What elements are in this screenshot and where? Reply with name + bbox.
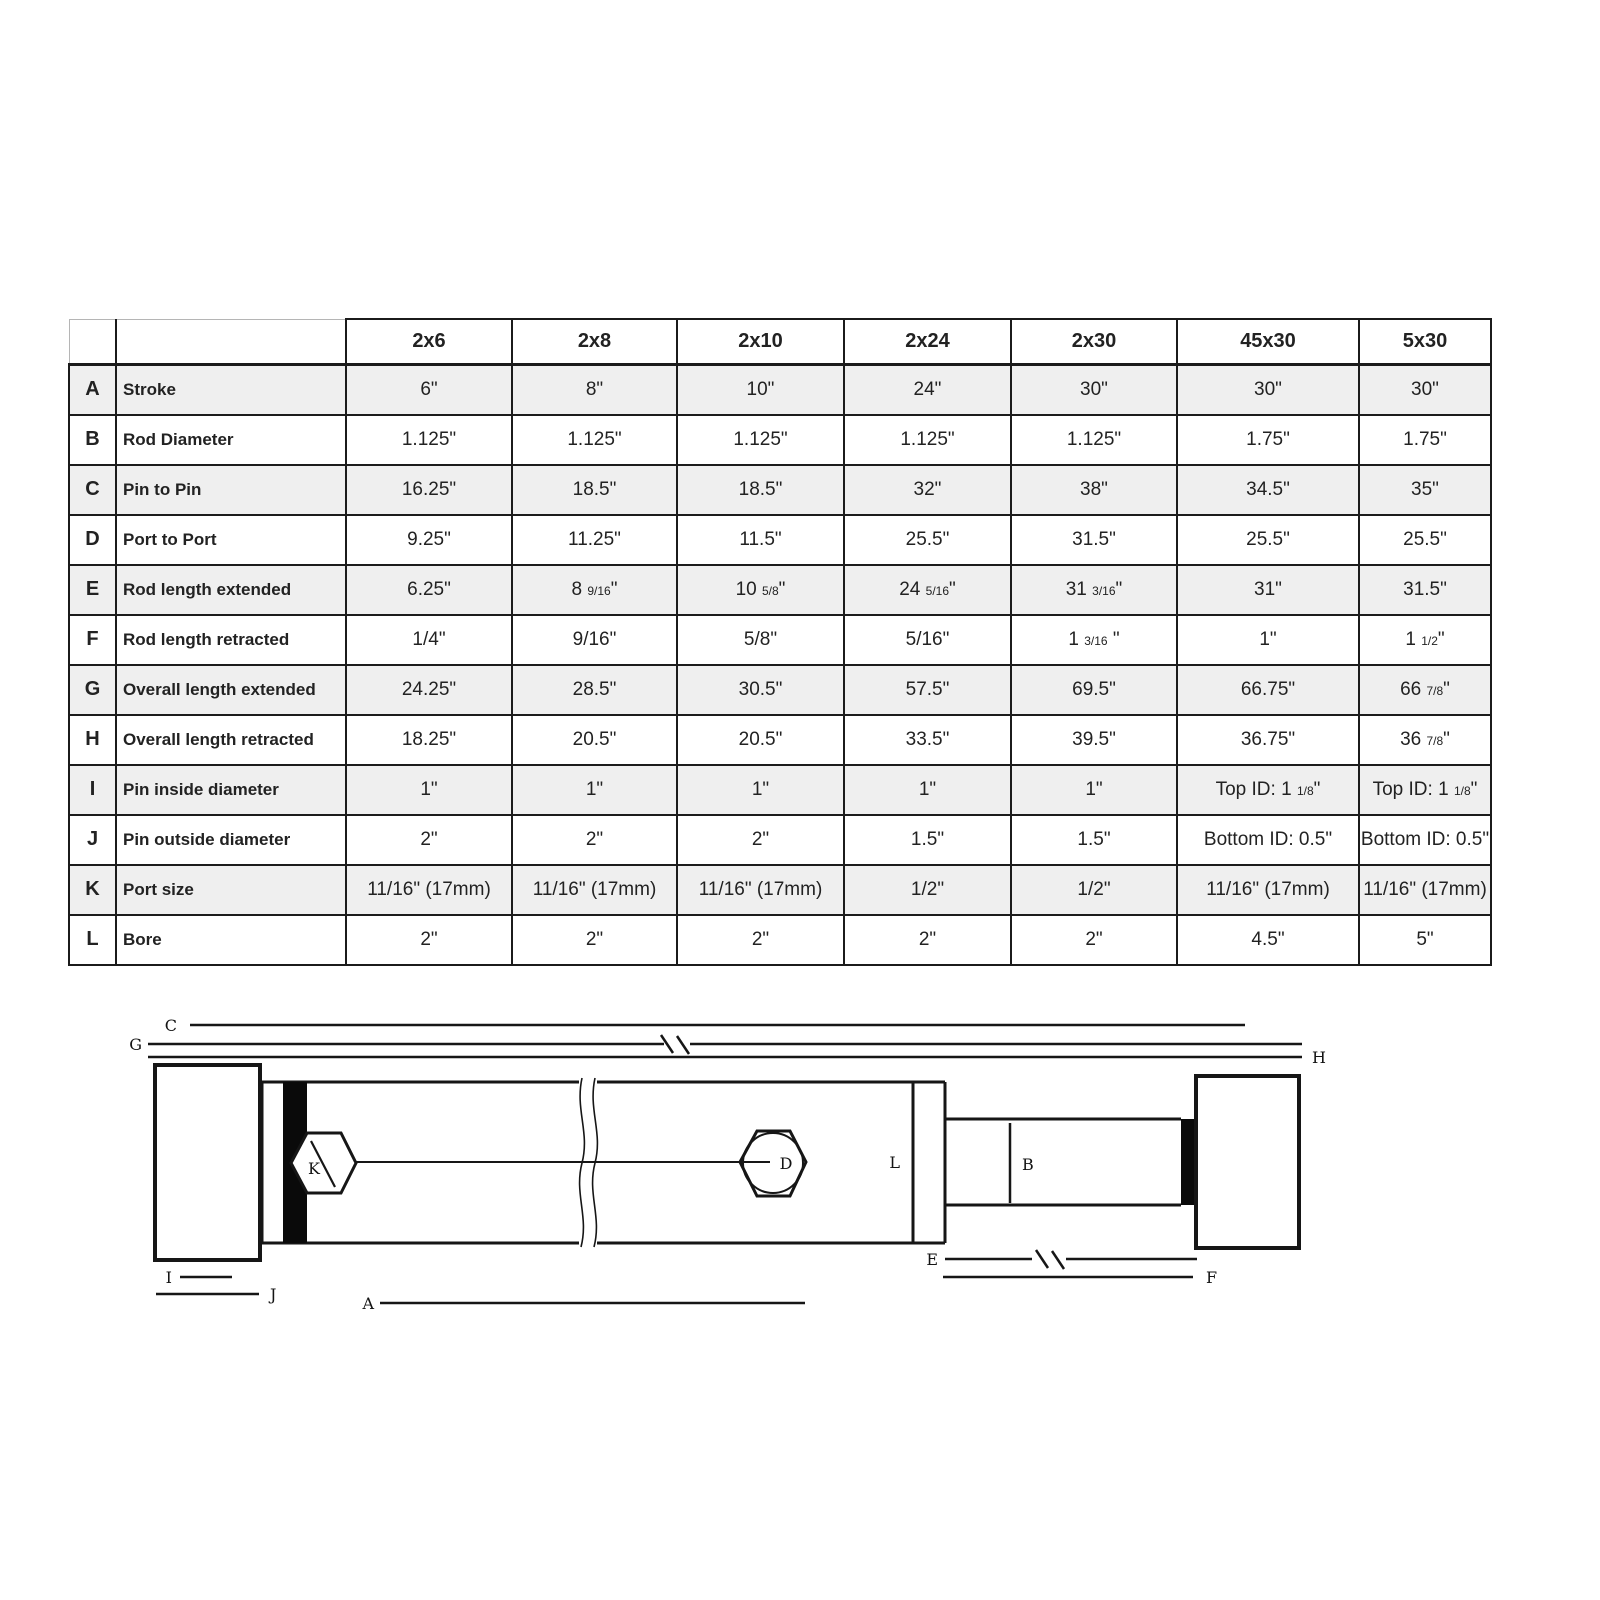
header-row xyxy=(69,319,1491,365)
row-letter: L xyxy=(69,915,116,965)
table-cell: 1.125" xyxy=(844,415,1011,465)
row-name: Rod length extended xyxy=(116,565,346,615)
rod-label-b: B xyxy=(1022,1155,1034,1174)
dim-label-f: F xyxy=(1206,1268,1218,1287)
dim-label-h: H xyxy=(1312,1048,1326,1067)
corner-cell xyxy=(116,319,346,365)
port-label-d: D xyxy=(779,1154,793,1173)
column-header: 5x30 xyxy=(1359,319,1491,365)
table-row xyxy=(69,365,1491,415)
row-letter: B xyxy=(69,415,116,465)
table-cell: Top ID: 1 1/8" xyxy=(1177,765,1359,815)
table-cell: 1" xyxy=(844,765,1011,815)
table-row xyxy=(69,615,1491,665)
row-name: Port to Port xyxy=(116,515,346,565)
row-letter: C xyxy=(69,465,116,515)
table-cell: 11/16" (17mm) xyxy=(1359,865,1491,915)
dim-label-c: C xyxy=(164,1016,177,1035)
table-cell: 31.5" xyxy=(1359,565,1491,615)
table-cell: 24.25" xyxy=(346,665,512,715)
row-letter: A xyxy=(69,365,116,415)
table-cell: 18.5" xyxy=(512,465,677,515)
table-cell: 1" xyxy=(346,765,512,815)
table-row xyxy=(69,415,1491,465)
table-cell: 16.25" xyxy=(346,465,512,515)
row-letter: I xyxy=(69,765,116,815)
table-cell: 1/4" xyxy=(346,615,512,665)
row-letter: H xyxy=(69,715,116,765)
table-cell: 1.75" xyxy=(1177,415,1359,465)
table-cell: 57.5" xyxy=(844,665,1011,715)
left-clevis xyxy=(155,1065,260,1260)
table-cell: 1" xyxy=(512,765,677,815)
table-cell: 10" xyxy=(677,365,844,415)
row-name: Overall length extended xyxy=(116,665,346,715)
rod-end-band xyxy=(1181,1119,1196,1205)
row-name: Rod length retracted xyxy=(116,615,346,665)
table-cell: 66.75" xyxy=(1177,665,1359,715)
table-cell: 24" xyxy=(844,365,1011,415)
table-cell: 6" xyxy=(346,365,512,415)
table-cell: Bottom ID: 0.5" xyxy=(1177,815,1359,865)
row-letter: G xyxy=(69,665,116,715)
row-letter: K xyxy=(69,865,116,915)
table-row xyxy=(69,915,1491,965)
table-cell: 1.5" xyxy=(1011,815,1177,865)
row-letter: F xyxy=(69,615,116,665)
row-name: Pin inside diameter xyxy=(116,765,346,815)
table-cell: 28.5" xyxy=(512,665,677,715)
table-cell: 10 5/8" xyxy=(677,565,844,615)
break-marks-e xyxy=(1036,1250,1064,1269)
table-cell: 2" xyxy=(677,815,844,865)
table-cell: 5/16" xyxy=(844,615,1011,665)
table-cell: 9.25" xyxy=(346,515,512,565)
table-cell: Top ID: 1 1/8" xyxy=(1359,765,1491,815)
table-cell: 30" xyxy=(1177,365,1359,415)
column-header: 2x10 xyxy=(677,319,844,365)
table-cell: 25.5" xyxy=(844,515,1011,565)
table-cell: 9/16" xyxy=(512,615,677,665)
column-header: 45x30 xyxy=(1177,319,1359,365)
column-header: 2x8 xyxy=(512,319,677,365)
port-label-k: K xyxy=(308,1159,320,1178)
table-cell: 1.5" xyxy=(844,815,1011,865)
row-name: Overall length retracted xyxy=(116,715,346,765)
table-cell: 6.25" xyxy=(346,565,512,615)
table-cell: 11/16" (17mm) xyxy=(346,865,512,915)
row-name: Pin outside diameter xyxy=(116,815,346,865)
table-cell: 1/2" xyxy=(844,865,1011,915)
break-marks-g xyxy=(661,1035,689,1054)
row-name: Rod Diameter xyxy=(116,415,346,465)
table-cell: 2" xyxy=(346,815,512,865)
cylinder-diagram xyxy=(0,960,1600,1360)
dim-label-g: G xyxy=(129,1035,142,1054)
table-cell: 11/16" (17mm) xyxy=(512,865,677,915)
table-row xyxy=(69,465,1491,515)
table-cell: 25.5" xyxy=(1177,515,1359,565)
column-header: 2x30 xyxy=(1011,319,1177,365)
table-cell: 5/8" xyxy=(677,615,844,665)
table-cell: 18.25" xyxy=(346,715,512,765)
table-cell: 34.5" xyxy=(1177,465,1359,515)
table-cell: 35" xyxy=(1359,465,1491,515)
table-cell: 38" xyxy=(1011,465,1177,515)
table-row xyxy=(69,865,1491,915)
table-cell: 1 1/2" xyxy=(1359,615,1491,665)
row-name: Stroke xyxy=(116,365,346,415)
table-cell: 5" xyxy=(1359,915,1491,965)
table-cell: 69.5" xyxy=(1011,665,1177,715)
table-cell: 33.5" xyxy=(844,715,1011,765)
row-letter: E xyxy=(69,565,116,615)
corner-cell xyxy=(69,319,116,365)
table-cell: 1.125" xyxy=(1011,415,1177,465)
table-cell: 1/2" xyxy=(1011,865,1177,915)
table-cell: 20.5" xyxy=(512,715,677,765)
dim-label-e: E xyxy=(926,1250,938,1269)
dim-label-i: I xyxy=(165,1268,172,1287)
table-cell: 8" xyxy=(512,365,677,415)
table-cell: 31 3/16" xyxy=(1011,565,1177,615)
table-cell: Bottom ID: 0.5" xyxy=(1359,815,1491,865)
table-cell: 2" xyxy=(512,915,677,965)
table-cell: 1.125" xyxy=(512,415,677,465)
rod-outline xyxy=(945,1119,1181,1205)
table-cell: 2" xyxy=(512,815,677,865)
table-cell: 1" xyxy=(677,765,844,815)
table-row xyxy=(69,715,1491,765)
row-name: Bore xyxy=(116,915,346,965)
table-cell: 11.5" xyxy=(677,515,844,565)
column-header: 2x24 xyxy=(844,319,1011,365)
table-cell: 30.5" xyxy=(677,665,844,715)
table-cell: 31.5" xyxy=(1011,515,1177,565)
table-cell: 36.75" xyxy=(1177,715,1359,765)
table-cell: 32" xyxy=(844,465,1011,515)
table-cell: 2" xyxy=(844,915,1011,965)
table-cell: 8 9/16" xyxy=(512,565,677,615)
table-cell: 1.125" xyxy=(346,415,512,465)
cylinder-spec-table xyxy=(68,318,1492,966)
table-cell: 1.75" xyxy=(1359,415,1491,465)
cylinder-cap-lines xyxy=(913,1082,945,1243)
table-cell: 24 5/16" xyxy=(844,565,1011,615)
column-header: 2x6 xyxy=(346,319,512,365)
table-row xyxy=(69,515,1491,565)
table-cell: 20.5" xyxy=(677,715,844,765)
table-cell: 36 7/8" xyxy=(1359,715,1491,765)
row-name: Pin to Pin xyxy=(116,465,346,515)
table-cell: 18.5" xyxy=(677,465,844,515)
table-cell: 1.125" xyxy=(677,415,844,465)
table-cell: 2" xyxy=(1011,915,1177,965)
table-cell: 31" xyxy=(1177,565,1359,615)
table-cell: 11/16" (17mm) xyxy=(1177,865,1359,915)
table-cell: 30" xyxy=(1011,365,1177,415)
dim-label-a: A xyxy=(362,1294,374,1313)
dim-label-j: J xyxy=(270,1285,277,1304)
table-cell: 11/16" (17mm) xyxy=(677,865,844,915)
table-row xyxy=(69,565,1491,615)
table-row xyxy=(69,665,1491,715)
table-cell: 1 3/16 " xyxy=(1011,615,1177,665)
table-cell: 4.5" xyxy=(1177,915,1359,965)
row-name: Port size xyxy=(116,865,346,915)
row-letter: D xyxy=(69,515,116,565)
table-row xyxy=(69,765,1491,815)
table-cell: 2" xyxy=(346,915,512,965)
table-cell: 2" xyxy=(677,915,844,965)
table-cell: 1" xyxy=(1177,615,1359,665)
table-row xyxy=(69,815,1491,865)
table-cell: 25.5" xyxy=(1359,515,1491,565)
table-cell: 11.25" xyxy=(512,515,677,565)
bore-label-l: L xyxy=(889,1153,900,1172)
right-clevis xyxy=(1196,1076,1299,1248)
table-cell: 66 7/8" xyxy=(1359,665,1491,715)
port-hex-d xyxy=(740,1131,806,1196)
table-cell: 30" xyxy=(1359,365,1491,415)
table-cell: 1" xyxy=(1011,765,1177,815)
row-letter: J xyxy=(69,815,116,865)
table-cell: 39.5" xyxy=(1011,715,1177,765)
